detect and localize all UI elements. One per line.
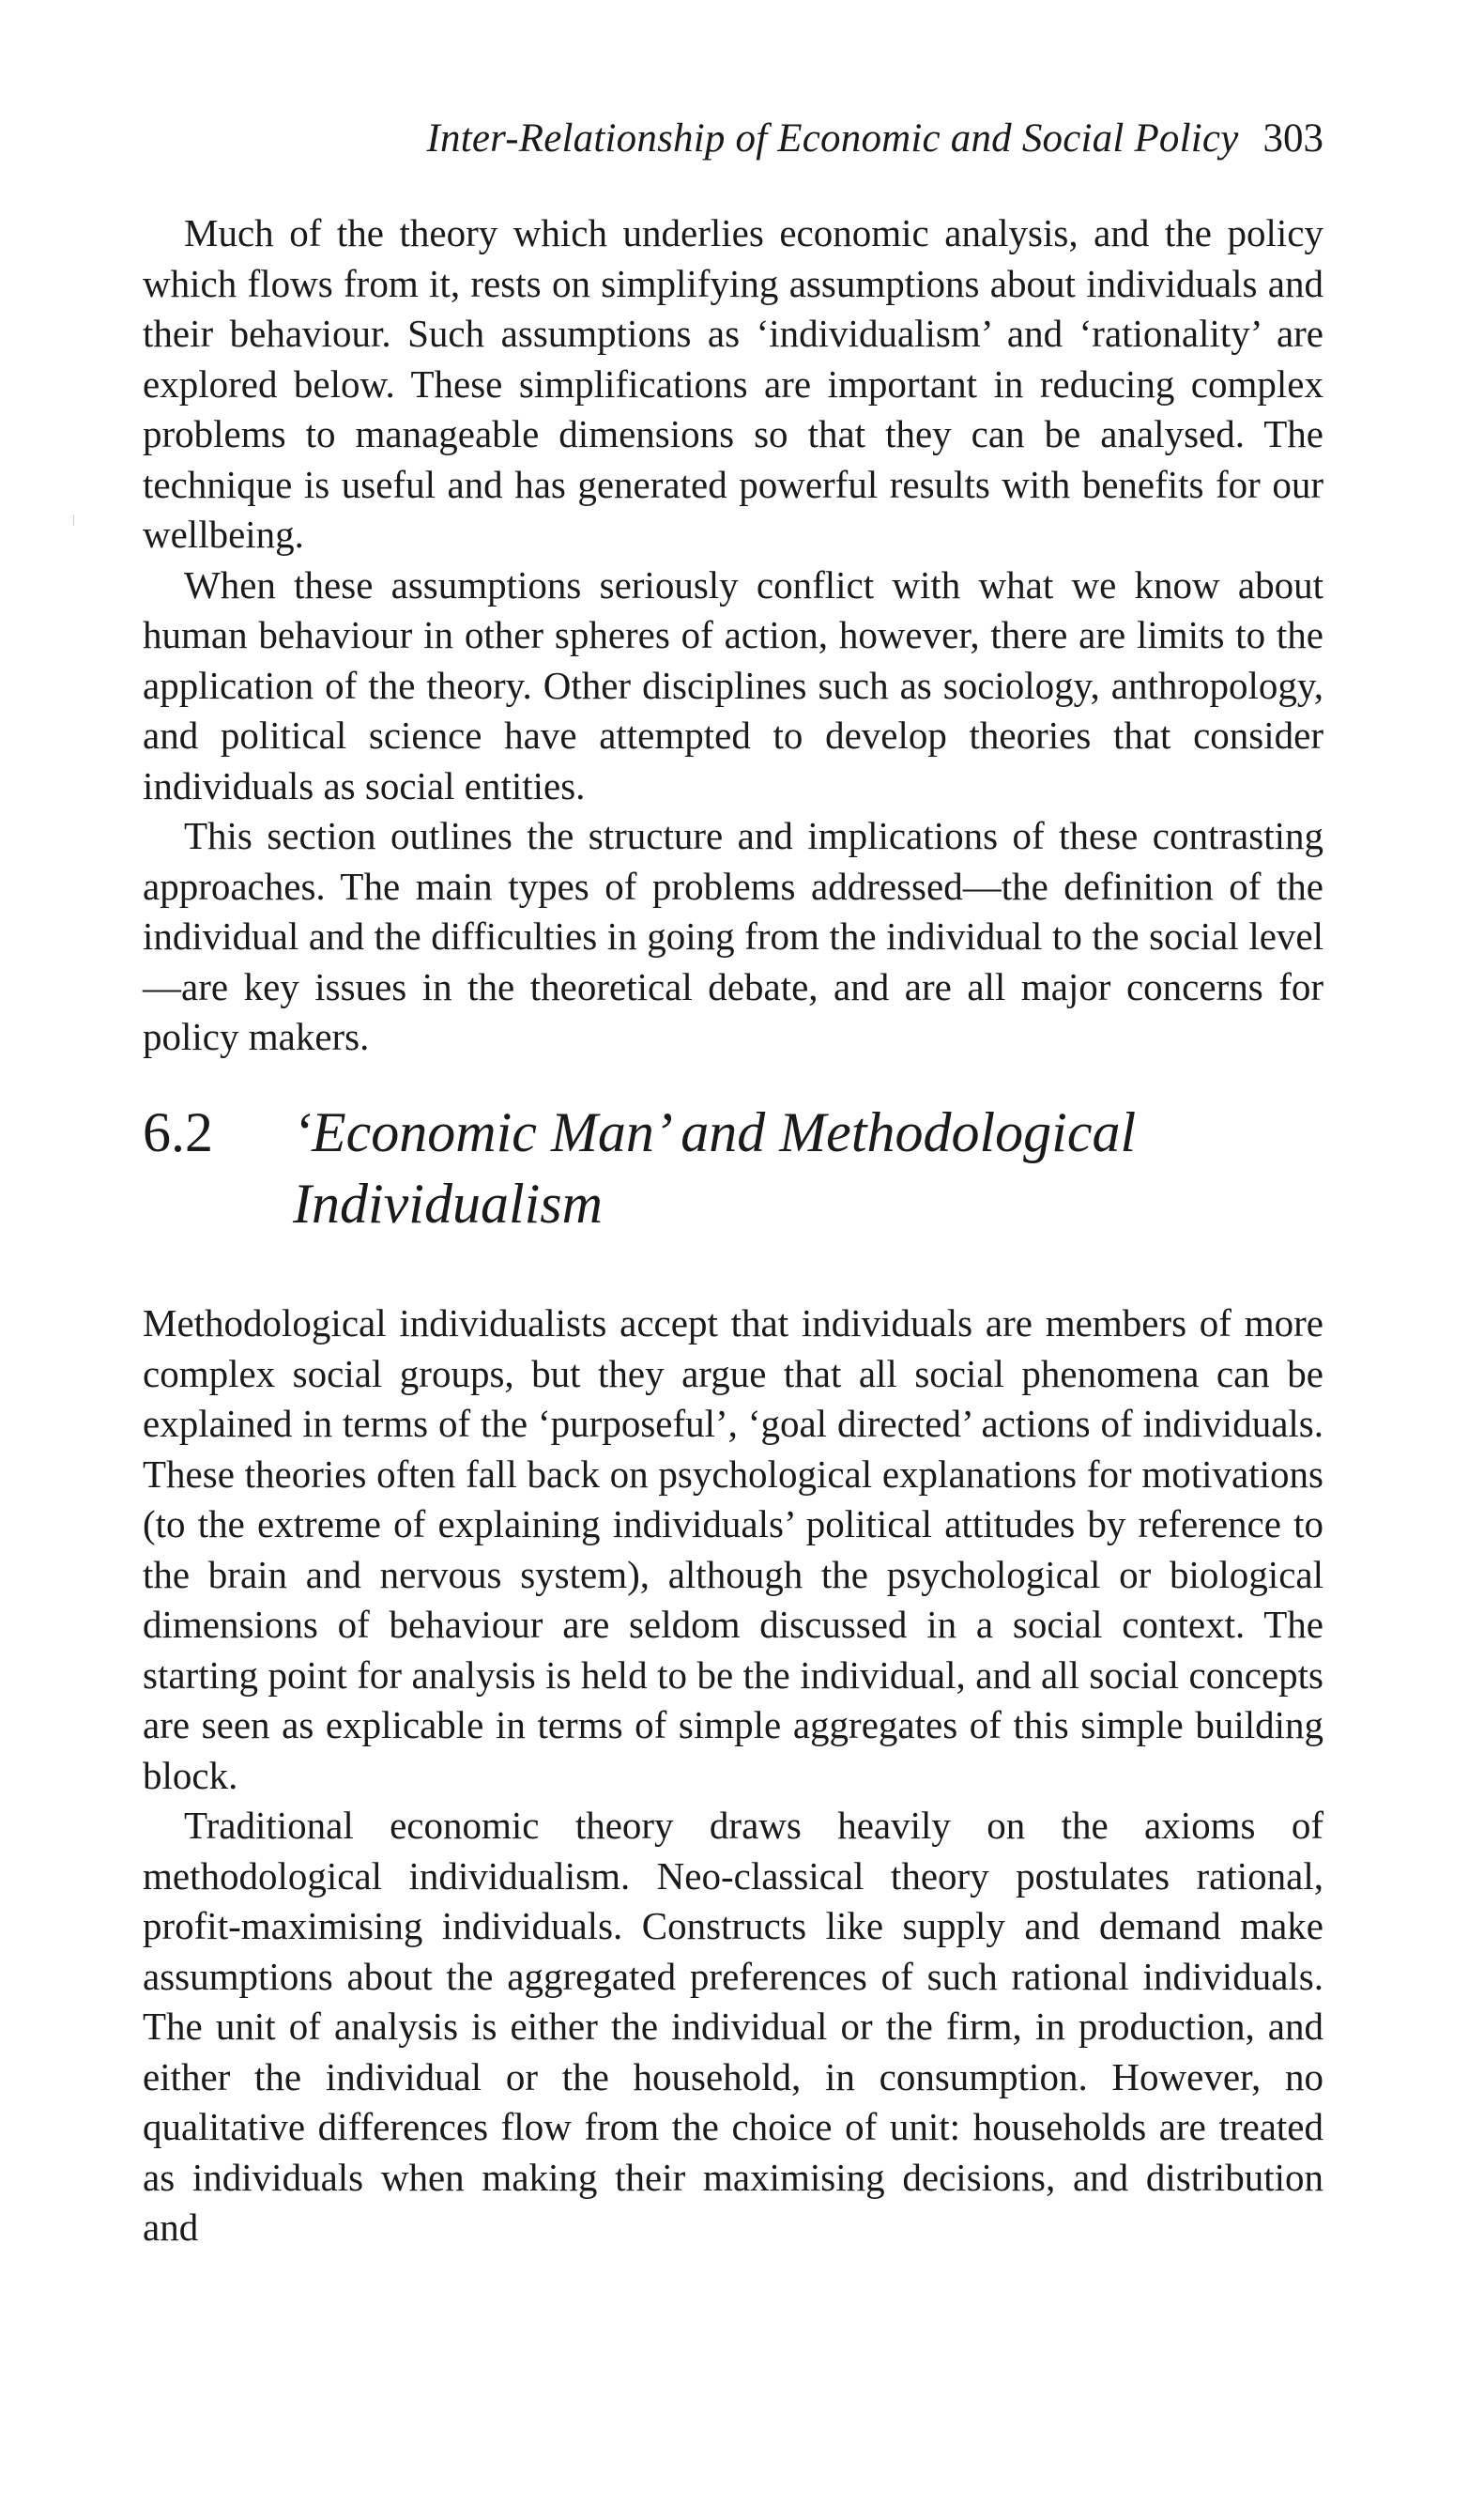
- paragraph: This section outlines the structure and implications of these contrasting approaches. The main types of problems addressed—the definition of the individual and the difficulties in going from the individual to the social level—are key issues in the theoretical debate, and are all major concerns for policy makers.: [143, 814, 1323, 1058]
- paragraph: Traditional economic theory draws heavily on the axioms of methodological individualism. Neo-classical theory postulates rational, profit-maximising individuals. Constructs like supply and demand make assumptions about the aggregated preferences of such rational individuals. The unit of analysis is either the individual or the firm, in production, and either the individual or the household, in consumption. However, no qualitative differences flow from the choice of unit: households are treated as individuals when making their maximising decisions, and distribution and: [143, 1804, 1323, 2249]
- paragraph: When these assumptions seriously conflict with what we know about human behaviour in other spheres of action, however, there are limits to the application of the theory. Other disciplines such as sociology, anthropology, and political science have attempted to develop theories that consider individuals as social entities.: [143, 562, 1323, 807]
- paragraph: Methodological individualists accept that individuals are members of more complex social groups, but they argue that all social phenomena can be explained in terms of the ‘purposeful’, ‘goal directed’ actions of individuals. These theories often fall back on psychological explanations for motivations (to the extreme of explaining individuals’ political attitudes by reference to the brain and nervous system), although the psychological or biological dimensions of behaviour are seldom discussed in a social context. The starting point for analysis is held to be the individual, and all social concepts are seen as explicable in terms of simple aggregates of this simple building block.: [143, 1301, 1323, 1797]
- margin-mark: [73, 515, 74, 526]
- section-text: [143, 1299, 1323, 2253]
- running-title: Inter-Relationship of Economic and Social Policy: [426, 116, 1239, 161]
- intro-text: [143, 208, 1323, 1063]
- section-heading: [143, 1097, 1323, 1239]
- running-head: [394, 113, 1323, 165]
- page-number: 303: [1262, 116, 1323, 161]
- section-title: ‘Economic Man’ and Methodological Individualism: [293, 1101, 1137, 1235]
- section-number: 6.2: [143, 1101, 213, 1163]
- paragraph: Much of the theory which underlies economic analysis, and the policy which flows from it, rests on simplifying assumptions about individuals and their behaviour. Such assumptions as ‘individualism’ and ‘rationality’ are explored below. These simplifications are important in reducing complex problems to manageable dimensions so that they can be analysed. The technique is useful and has generated powerful results with benefits for our wellbeing.: [143, 211, 1323, 556]
